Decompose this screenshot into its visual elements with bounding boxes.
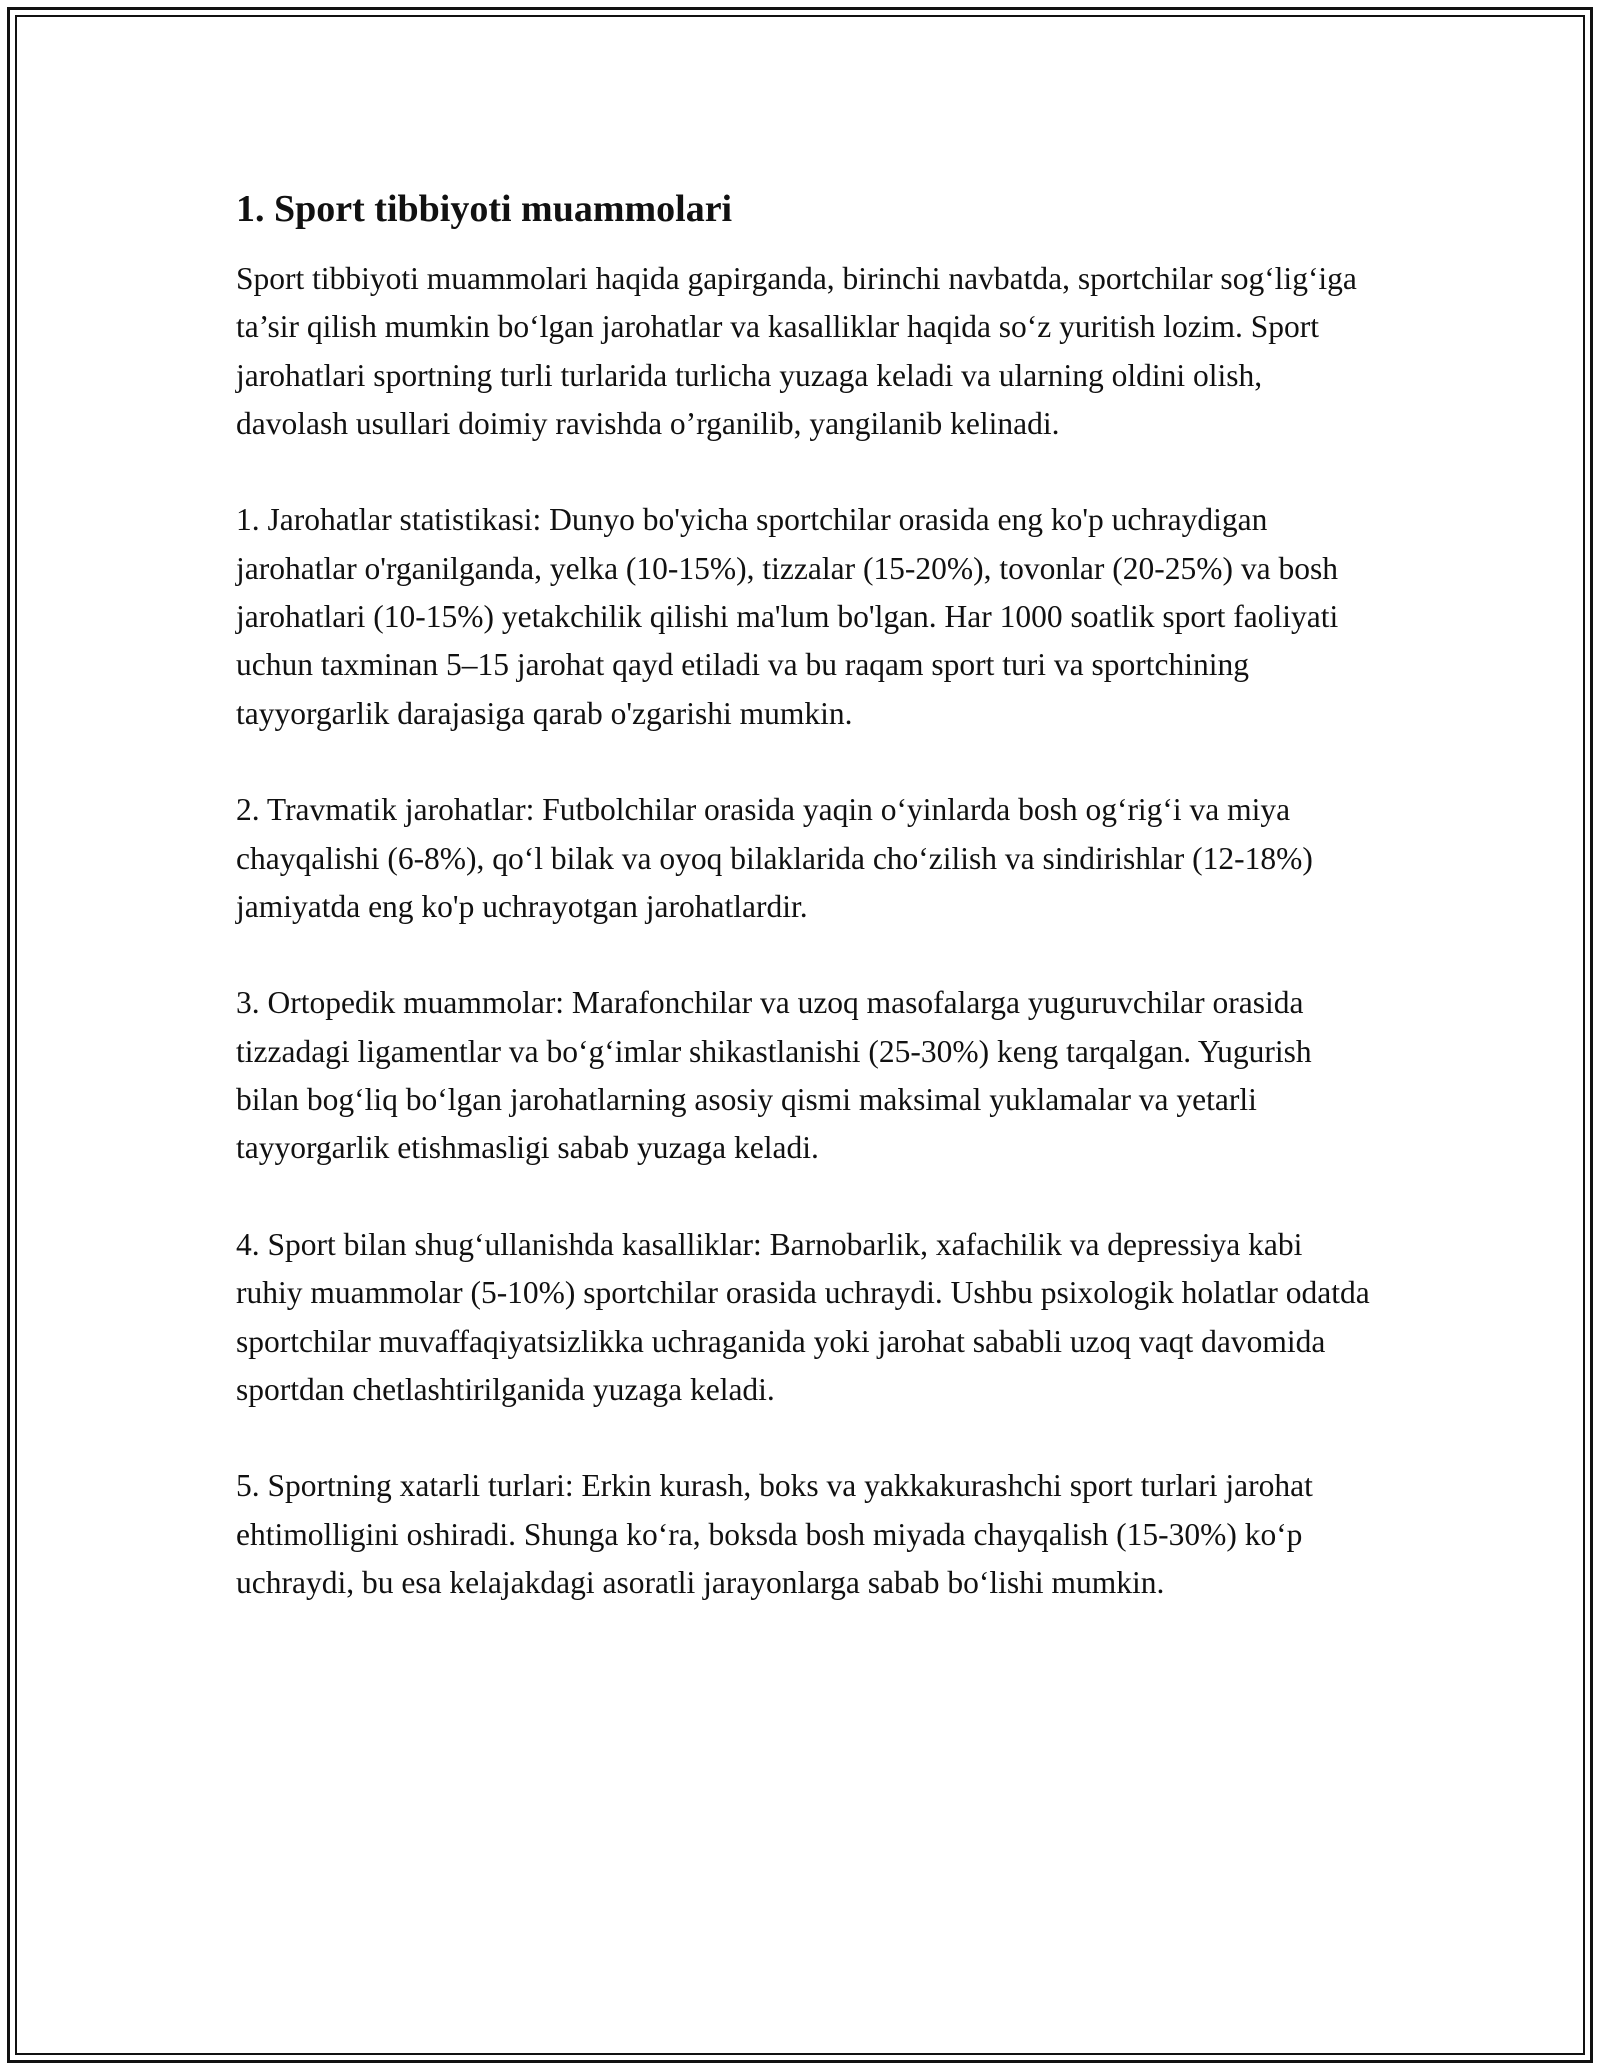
document-body <box>236 185 1376 1656</box>
orthopedic-problems-paragraph: 3. Ortopedik muammolar: Marafonchilar va uzoq masofalarga yuguruvchilar orasida tizzadagi ligamentlar va bo‘g‘imlar shikastlanishi (25-30%) keng tarqalgan. Yugurish bilan bog‘liq bo‘lgan jarohatlarning asosiy qismi maksimal yuklamalar va yetarli tayyorgarlik etishmasligi sabab yuzaga keladi. <box>236 985 1312 1166</box>
dangerous-sports-paragraph: 5. Sportning xatarli turlari: Erkin kurash, boks va yakkakurashchi sport turlari jarohat ehtimolligini oshiradi. Shunga ko‘ra, boksda bosh miyada chayqalish (15-30%) ko‘p uchraydi, bu esa kelajakdagi asoratli jarayonlarga sabab bo‘lishi mumkin. <box>236 1468 1313 1601</box>
section-heading: 1. Sport tibbiyoti muammolari <box>236 188 733 230</box>
sport-illnesses-paragraph: 4. Sport bilan shug‘ullanishda kasalliklar: Barnobarlik, xafachilik va depressiya kabi ruhiy muammolar (5-10%) sportchilar orasida uchraydi. Ushbu psixologik holatlar odatda sportchilar muvaffaqiyatsizlikka uchraganida yoki jarohat sababli uzoq vaqt davomida sportdan chetlashtirilganida yuzaga keladi. <box>236 1226 1370 1407</box>
intro-paragraph: Sport tibbiyoti muammolari haqida gapirganda, birinchi navbatda, sportchilar sog‘lig‘iga ta’sir qilish mumkin bo‘lgan jarohatlar va kasalliklar haqida so‘z yuritish lozim. Sport jarohatlari sportning turli turlarida turlicha yuzaga keladi va ularning oldini olish, davolash usullari doimiy ravishda o’rganilib, yangilanib kelinadi. <box>236 261 1357 441</box>
injury-statistics-paragraph: 1. Jarohatlar statistikasi: Dunyo bo'yicha sportchilar orasida eng ko'p uchraydigan jarohatlar o'rganilganda, yelka (10-15%), tizzalar (15-20%), tovonlar (20-25%) va bosh jarohatlari (10-15%) yetakchilik qilishi ma'lum bo'lgan. Har 1000 soatlik sport faoliyati uchun taxminan 5–15 jarohat qayd etiladi va bu raqam sport turi va sportchining tayyorgarlik darajasiga qarab o'zgarishi mumkin. <box>236 502 1339 731</box>
traumatic-injuries-paragraph: 2. Travmatik jarohatlar: Futbolchilar orasida yaqin o‘yinlarda bosh og‘rig‘i va miya chayqalishi (6-8%), qo‘l bilak va oyoq bilaklarida cho‘zilish va sindirishlar (12-18%) jamiyatda eng ko'p uchrayotgan jarohatlardir. <box>236 792 1313 924</box>
